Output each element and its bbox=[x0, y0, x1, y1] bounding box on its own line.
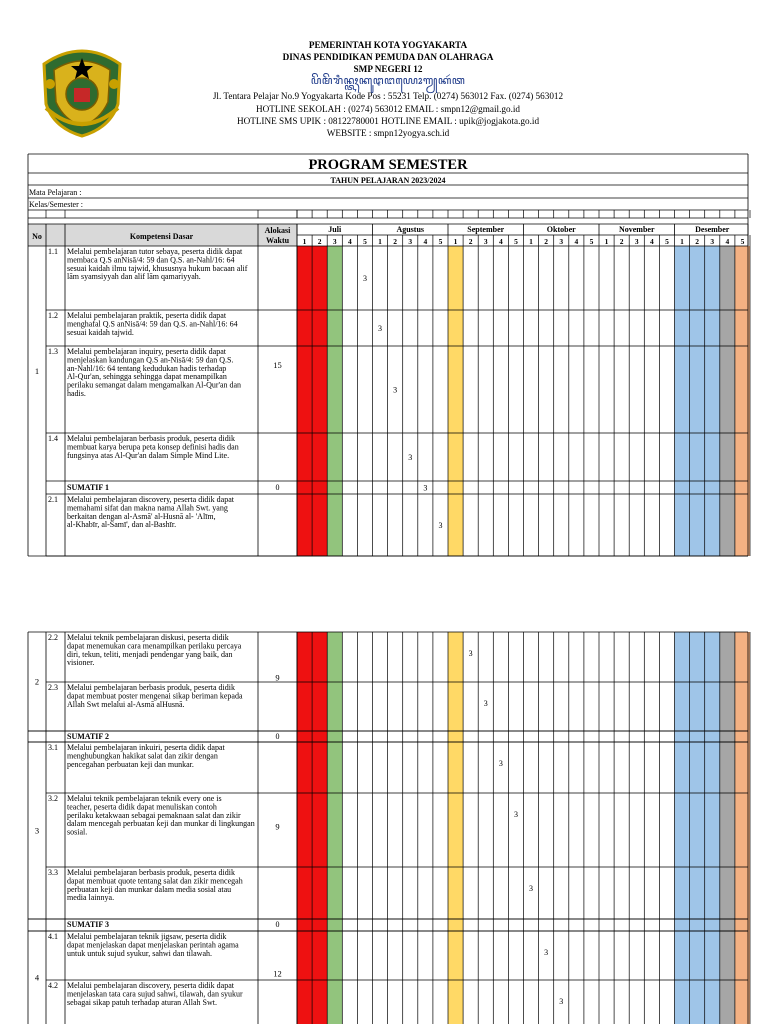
kd-text: Melalui pembelajaran berbasis produk, peserta didik membuat karya berupa peta konsep definisi hadis dan fungsinya atas Al-Qur'an dalam Simple Mind Lite. bbox=[67, 434, 239, 460]
week-column-fill bbox=[675, 632, 690, 1024]
week-number: 4 bbox=[649, 237, 654, 246]
kd-code: 1.2 bbox=[48, 311, 58, 320]
week-column-fill bbox=[297, 632, 312, 1024]
kd-text: Melalui pembelajaran praktik, peserta didik dapat menghafal Q.S anNisā/4: 59 dan Q.S. an-Nahl/16: 64 sesuai kaidah tajwid. bbox=[67, 311, 238, 337]
schedule-value: 3 bbox=[438, 521, 443, 530]
week-number: 5 bbox=[589, 237, 594, 246]
week-number: 3 bbox=[332, 237, 337, 246]
hotline-sms: HOTLINE SMS UPIK : 08122780001 HOTLINE EMAIL : upik@jogjakota.go.id bbox=[236, 116, 540, 126]
week-number: 5 bbox=[363, 237, 367, 246]
week-number: 3 bbox=[408, 237, 413, 246]
week-number: 1 bbox=[604, 237, 609, 246]
week-number: 1 bbox=[302, 237, 307, 246]
week-number: 4 bbox=[347, 237, 352, 246]
week-column-fill bbox=[705, 632, 720, 1024]
kd-text: Melalui pembelajaran berbasis produk, peserta didik dapat membuat quote tentang salat dan zikir mencegah perbuatan keji dan munkar dalam media sosial atau media lainnya. bbox=[67, 868, 243, 903]
header-alokasi: Alokasi bbox=[264, 226, 291, 235]
school-name: SMP NEGERI 12 bbox=[353, 64, 423, 74]
kd-code: 2.2 bbox=[48, 633, 58, 642]
kd-code: 1.3 bbox=[48, 347, 58, 356]
week-number: 1 bbox=[529, 237, 533, 246]
kd-code: 3.2 bbox=[48, 794, 58, 803]
schedule-value: 3 bbox=[408, 453, 413, 462]
week-column-fill bbox=[720, 246, 735, 556]
schedule-value: 3 bbox=[559, 997, 564, 1006]
week-number: 5 bbox=[438, 237, 443, 246]
month-label: Agustus bbox=[396, 225, 425, 234]
week-column-fill bbox=[312, 632, 327, 1024]
alloc-value: 0 bbox=[275, 732, 280, 741]
week-number: 5 bbox=[665, 237, 669, 246]
week-number: 3 bbox=[483, 237, 488, 246]
kd-code: 2.1 bbox=[48, 495, 58, 504]
schedule-value: 3 bbox=[468, 649, 473, 658]
week-column-fill bbox=[690, 632, 705, 1024]
schedule-value: 3 bbox=[513, 810, 518, 819]
kd-text: Melalui teknik pembelajaran diskusi, peserta didik dapat menemukan cara menampilkan perilaku percaya diri, tekun, teliti, menjadi pendengar yang baik, dan visioner. bbox=[67, 633, 242, 668]
kd-code: 4.1 bbox=[48, 932, 58, 941]
week-column-fill bbox=[297, 246, 312, 556]
schedule-value: 3 bbox=[378, 324, 383, 333]
kd-text: Melalui pembelajaran berbasis produk, peserta didik dapat membuat poster mengenai sikap beriman kepada Allah Swt melalui al-Asmā alHusnā. bbox=[67, 683, 243, 709]
sumatif-label: SUMATIF 1 bbox=[67, 483, 109, 492]
mata-pelajaran-label: Mata Pelajaran : bbox=[29, 188, 82, 197]
week-number: 4 bbox=[498, 237, 503, 246]
row-no: 4 bbox=[34, 972, 40, 983]
hotline-school: HOTLINE SEKOLAH : (0274) 563012 EMAIL : smpn12@gmail.go.id bbox=[255, 104, 521, 114]
row-no: 2 bbox=[34, 676, 40, 687]
week-number: 3 bbox=[634, 237, 639, 246]
week-number: 3 bbox=[559, 237, 564, 246]
alloc-value: 0 bbox=[275, 920, 280, 929]
kelas-label: Kelas/Semester : bbox=[29, 200, 83, 209]
week-column-fill bbox=[327, 246, 342, 556]
week-number: 2 bbox=[468, 237, 473, 246]
alloc-value: 9 bbox=[275, 672, 280, 683]
month-label: November bbox=[618, 225, 655, 234]
week-number: 1 bbox=[453, 237, 458, 246]
alloc-value: 12 bbox=[273, 968, 282, 979]
schedule-value: 3 bbox=[498, 759, 503, 768]
sumatif-label: SUMATIF 3 bbox=[67, 920, 109, 929]
week-number: 2 bbox=[393, 237, 398, 246]
schedule-value: 3 bbox=[362, 274, 367, 283]
row-no: 3 bbox=[34, 825, 40, 836]
alloc-value: 15 bbox=[273, 360, 282, 370]
schedule-value: 3 bbox=[423, 483, 428, 493]
week-number: 1 bbox=[680, 237, 684, 246]
week-number: 2 bbox=[619, 237, 624, 246]
month-label: Juli bbox=[328, 225, 342, 234]
kd-code: 3.3 bbox=[48, 868, 58, 877]
month-label: Oktober bbox=[546, 225, 576, 234]
schedule-value: 3 bbox=[544, 948, 549, 957]
week-column-fill bbox=[690, 246, 705, 556]
week-number: 2 bbox=[695, 237, 700, 246]
header-no: No bbox=[32, 232, 42, 241]
doc-subtitle: TAHUN PELAJARAN 2023/2024 bbox=[330, 176, 446, 185]
kd-code: 4.2 bbox=[48, 981, 58, 990]
schedule-value: 3 bbox=[529, 884, 534, 893]
javanese-script: ꦥꦼꦩꦼꦫꦶꦤ꧀ꦠꦃꦏꦸꦛꦔꦪꦺꦴꦒꦾꦏꦂꦠ bbox=[310, 75, 466, 87]
sumatif-label: SUMATIF 2 bbox=[67, 732, 109, 741]
kd-text: Melalui pembelajaran discovery, peserta didik dapat menjelaskan tata cara sujud sahwi, tilawah, dan syukur sebagai sikap patuh terhadap aturan Allah Swt. bbox=[67, 981, 243, 1007]
week-number: 5 bbox=[740, 237, 745, 246]
address: Jl. Tentara Pelajar No.9 Yogyakarta Kode Pos : 55231 Telp. (0274) 563012 Fax. (0274) 563012 bbox=[212, 91, 564, 101]
kd-text: Melalui pembelajaran inquiry, peserta didik dapat menjelaskan kandungan Q.S an-Nisā/4: 59 dan Q.S. an-Nahl/16: 64 tentang kedudukan hadis terhadap Al-Qur'an, sehingga sehingga dapat menampilkan perilaku semangat dalam mengamalkan Al-Qur'an dan hadis. bbox=[67, 347, 242, 398]
week-column-fill bbox=[448, 632, 463, 1024]
week-number: 3 bbox=[710, 237, 715, 246]
kd-code: 2.3 bbox=[48, 683, 58, 692]
kd-text: Melalui pembelajaran inkuiri, peserta didik dapat menghubungkan hakikat salat dan zikir dengan pencegahan perbuatan keji dan munkar. bbox=[67, 743, 225, 769]
week-column-fill bbox=[705, 246, 720, 556]
doc-title: PROGRAM SEMESTER bbox=[308, 157, 468, 173]
week-number: 2 bbox=[317, 237, 322, 246]
kd-text: Melalui pembelajaran discovery, peserta didik dapat memahami sifat dan makna nama Allah Swt. yang berkaitan dengan al-Asmā' al-Husnā al- 'Alīm, al-Khabīr, al-Samī', dan al-Bashīr. bbox=[67, 495, 234, 530]
week-number: 2 bbox=[544, 237, 549, 246]
agency-name: DINAS PENDIDIKAN PEMUDA DAN OLAHRAGA bbox=[282, 52, 494, 62]
header-waktu: Waktu bbox=[265, 236, 290, 245]
row-no: 1 bbox=[34, 366, 40, 376]
schedule-value: 3 bbox=[393, 385, 398, 395]
week-number: 4 bbox=[574, 237, 579, 246]
week-column-fill bbox=[720, 632, 735, 1024]
kd-code: 1.1 bbox=[48, 247, 58, 256]
kd-code: 3.1 bbox=[48, 743, 58, 752]
month-label: Desember bbox=[695, 225, 730, 234]
website: WEBSITE : smpn12yogya.sch.id bbox=[326, 128, 450, 138]
alloc-value: 9 bbox=[275, 821, 280, 832]
kd-text: Melalui pembelajaran teknik jigsaw, peserta didik dapat menjelaskan dapat menjelaskan perintah agama untuk untuk sujud syukur, sahwi dan tilawah. bbox=[67, 932, 239, 958]
week-column-fill bbox=[448, 246, 463, 556]
week-column-fill bbox=[312, 246, 327, 556]
week-number: 4 bbox=[423, 237, 428, 246]
schedule-value: 3 bbox=[483, 699, 488, 708]
kd-text: Melalui teknik pembelajaran teknik every one is teacher, peserta didik dapat menuliskan contoh perilaku ketakwaan sebagai pemaknaan salat dan zikir dalam mencegah perbuatan keji dan munkar di lingkungan sosial. bbox=[67, 794, 255, 837]
gov-name: PEMERINTAH KOTA YOGYAKARTA bbox=[308, 40, 468, 50]
week-column-fill bbox=[327, 632, 342, 1024]
kd-text: Melalui pembelajaran tutor sebaya, peserta didik dapat membaca Q.S anNisā/4: 59 dan Q.S. an-Nahl/16: 64 sesuai kaidah ilmu tajwid, khususnya hukum bacaan alif lām syamsiyyah dan alif lām qamariyyah. bbox=[67, 247, 248, 282]
week-column-fill bbox=[675, 246, 690, 556]
alloc-value: 0 bbox=[275, 483, 280, 492]
month-label: September bbox=[467, 225, 505, 234]
week-number: 4 bbox=[725, 237, 730, 246]
week-number: 5 bbox=[514, 237, 518, 246]
header-kompetensi: Kompetensi Dasar bbox=[129, 232, 194, 241]
week-number: 1 bbox=[378, 237, 382, 246]
kd-code: 1.4 bbox=[48, 434, 58, 443]
